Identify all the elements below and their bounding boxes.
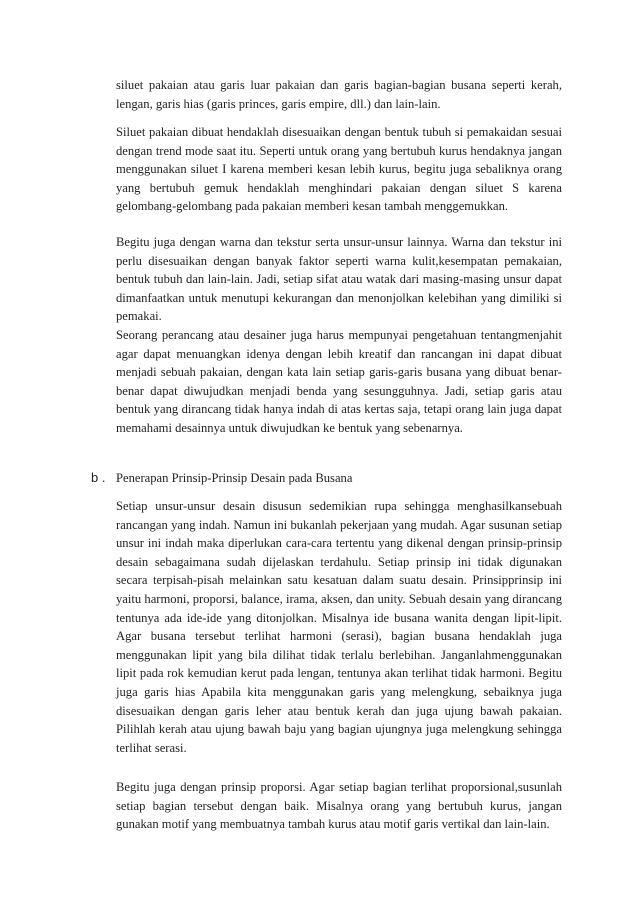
paragraph-warna-tekstur: Begitu juga dengan warna dan tekstur serta unsur-unsur lainnya. Warna dan tekstur ini perlu disesuaikan dengan banyak faktor seperti warna kulit,kesempatan pemakaian, bentuk tubuh dan lain-lain. Jadi, setiap sifat atau watak dari masing-masing unsur dapat dimanfaatkan untuk menutupi kekurangan dan menonjolkan kelebihan yang dimiliki si pemakai. — [116, 235, 562, 324]
paragraph-siluet-intro: siluet pakaian atau garis luar pakaian dan garis bagian-bagian busana seperti kerah, lengan, garis hias (garis princes, garis empire, dll.) dan lain-lain. — [116, 78, 562, 111]
paragraph-perancang: Seorang perancang atau desainer juga harus mempunyai pengetahuan tentangmenjahit agar dapat menuangkan idenya dengan lebih kreatif dan rancangan ini dapat dibuat menjadi sebuah pakaian, dengan kata lain setiap garis-garis busana yang dibuat benar-benar dapat diwujudkan menjadi benda yang sesungguhnya. Jadi, setiap garis atau bentuk yang dirancang tidak hanya indah di atas kertas saja, tetapi orang lain juga dapat memahami desainnya untuk diwujudkan ke bentuk yang sebenarnya. — [116, 328, 562, 435]
section-b-marker: b . — [91, 470, 106, 485]
paragraph-prinsip-proporsi: Begitu juga dengan prinsip proporsi. Agar setiap bagian terlihat proporsional,susunlah setiap bagian tersebut dengan baik. Misalnya orang yang bertubuh kurus, jangan gunakan motif yang membuatnya tambah kurus atau motif garis vertikal dan lain-lain. — [116, 780, 562, 832]
paragraph-siluet-tubuh: Siluet pakaian dibuat hendaklah disesuaikan dengan bentuk tubuh si pemakaidan sesuai dengan trend mode saat itu. Seperti untuk orang yang bertubuh kurus hendaknya jangan menggunakan siluet I karena memberi kesan lebih kurus, begitu juga sebaliknya orang yang bertubuh gemuk hendaklah menghindari pakaian dengan siluet S karena gelombang-gelombang pada pakaian memberi kesan tambah menggemukkan. — [116, 125, 562, 214]
paragraph-prinsip-harmoni: Setiap unsur-unsur desain disusun sedemikian rupa sehingga menghasilkansebuah rancangan yang indah. Namun ini bukanlah pekerjaan yang mudah. Agar susunan setiap unsur ini indah maka diperlukan cara-cara tertentu yang dikenal dengan prinsip-prinsip desain sebagaimana sudah dijelaskan terdahulu. Setiap prinsip ini tidak digunakan secara terpisah-pisah melainkan satu kesatuan dalam suatu desain. Prinsipprinsip ini yaitu harmoni, proporsi, balance, irama, aksen, dan unity. Sebuah desain yang dirancang tentunya ada ide-ide yang ditonjolkan. Misalnya ide busana wanita dengan lipit-lipit. Agar busana tersebut terlihat harmoni (serasi), bagian busana hendaklah juga menggunakan lipit yang bila dilihat tidak terlalu berlebihan. Janganlahmenggunakan lipit pada rok kemudian kerut pada lengan, tentunya akan terlihat tidak harmoni. Begitu juga garis hias Apabila kita menggunakan garis yang melengkung, sebaiknya juga disesuaikan dengan garis leher atau bentuk kerah dan juga ujung bawah pakaian. Pilihlah kerah atau ujung bawah baju yang bagian ujungnya juga melengkung sehingga terlihat serasi. — [116, 499, 562, 755]
section-b-heading: Penerapan Prinsip-Prinsip Desain pada Busana — [116, 471, 353, 485]
